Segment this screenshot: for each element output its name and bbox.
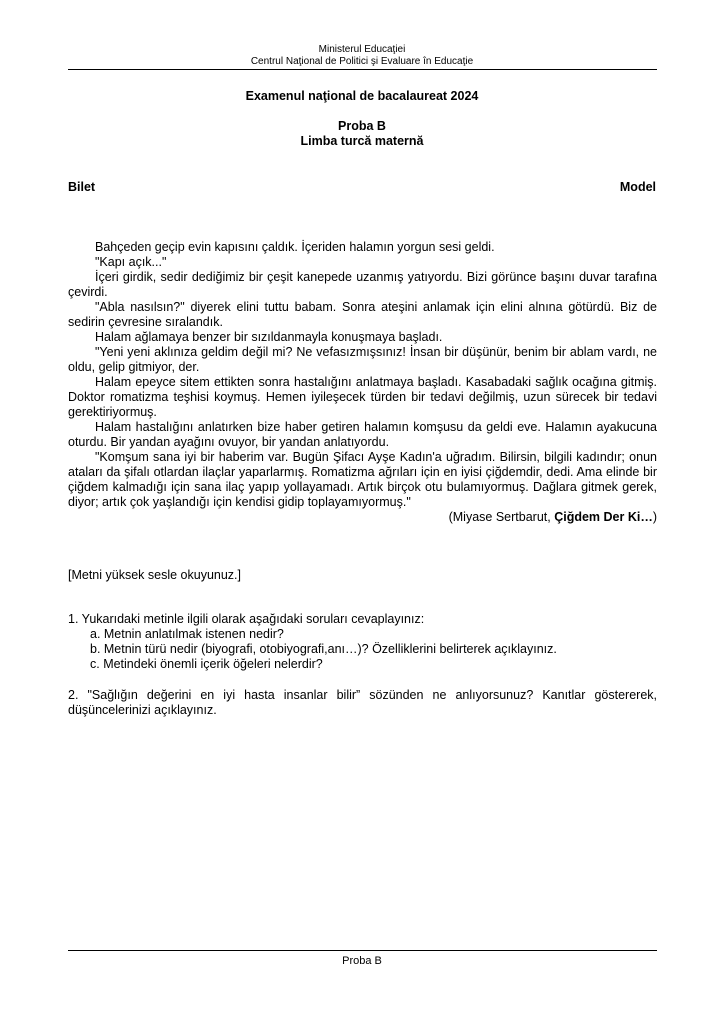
text-paragraph: Halam epeyce sitem ettikten sonra hastalığını anlatmaya başladı. Kasabadaki sağlık ocağına gitmiş. Doktor romatizma teşhisi koymuş. Hemen iyileşecek türden bir tedavi değilmiş, uzun sürecek bir tedavi gerektiriyormuş. [68,375,657,419]
text-paragraph: Halam hastalığını anlatırken bize haber getiren halamın komşusu da geldi eve. Halamın ayakucuna oturdu. Bir yandan ayağını ovuyor, bir yandan anlatıyordu. [68,420,657,449]
subject-label: Limba turcă maternă [300,134,424,148]
text-paragraph: "Abla nasılsın?" diyerek elini tuttu babam. Sonra ateşini anlamak için elini alnına götürdü. Biz de sedirin çevresine sıralandık. [68,300,657,329]
question-2: 2. "Sağlığın değerini en iyi hasta insanlar bilir” sözünden ne anlıyorsunuz? Kanıtlar göstererek, düşüncelerinizi açıklayınız. [68,688,657,717]
header-divider [68,69,657,70]
ministry-header: Ministerul Educaţiei [318,44,406,55]
text-paragraph: "Kapı açık..." [95,255,167,269]
text-paragraph: "Komşum sana iyi bir haberim var. Bugün Şifacı Ayşe Kadın'a uğradım. Bilirsin, bilgili kadındır; onun ataları da şifalı otlardan ilaçlar yaparlarmış. Romatizma ağrıları için en iyisi çiğdemdir, dedi. Ama elinde bir çiğdem kalmadığı için sana ilaç yapıp yollayamadı. Artık birçok otu bulamıyormuş. Dağlara gitmek gerek, diyor; artık çok yaşlandığı için kendisi gidip toplayamıyormuş." [68,450,657,509]
reading-instruction: [Metni yüksek sesle okuyunuz.] [68,568,241,582]
exam-title: Examenul naţional de bacalaureat 2024 [245,89,479,103]
source-suffix: ) [652,510,657,524]
question-1-intro: 1. Yukarıdaki metinle ilgili olarak aşağıdaki soruları cevaplayınız: [68,612,425,626]
footer-divider [68,950,657,951]
text-paragraph: "Yeni yeni aklınıza geldim değil mi? Ne vefasızmışsınız! İnsan bir düşünür, benim bir ablam vardı, ne oldu, gelip gitmiyor, der. [68,345,657,374]
text-paragraph: Bahçeden geçip evin kapısını çaldık. İçeriden halamın yorgun sesi geldi. [95,240,495,254]
text-source [68,510,657,525]
question-1 [68,612,657,672]
ticket-label: Bilet [68,180,96,194]
question-1a: a. Metnin anlatılmak istenen nedir? [90,627,284,641]
proba-label: Proba B [338,119,386,133]
question-1c: c. Metindeki önemli içerik öğeleri nelerdir? [90,657,323,671]
text-paragraph: Halam ağlamaya benzer bir sızıldanmayla konuşmaya başladı. [95,330,443,344]
question-1b: b. Metnin türü nedir (biyografi, otobiyografi,anı…)? Özelliklerini belirterek açıklayınız. [90,642,557,656]
model-label: Model [619,180,656,194]
reading-text [68,240,657,525]
footer-label: Proba B [342,955,382,967]
center-header: Centrul Naţional de Politici şi Evaluare în Educaţie [250,56,474,67]
text-paragraph: İçeri girdik, sedir dediğimiz bir çeşit kanepede uzanmış yatıyordu. Bizi görünce başını duvar tarafına çevirdi. [68,270,657,299]
source-title: Çiğdem Der Ki… [554,510,653,524]
source-prefix: (Miyase Sertbarut, [448,510,555,524]
